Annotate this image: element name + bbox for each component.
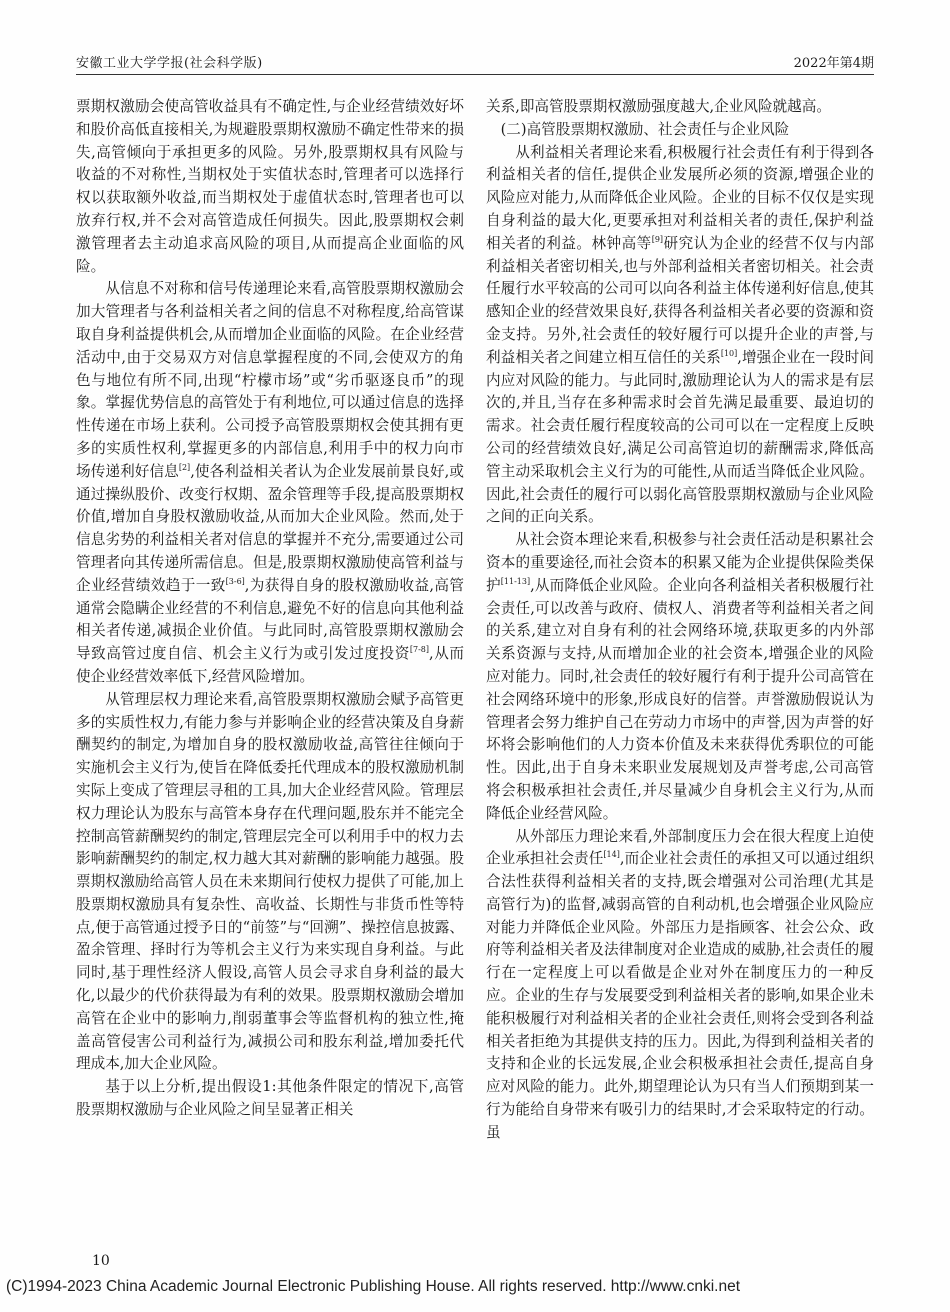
- paragraph: 从管理层权力理论来看,高管股票期权激励会赋予高管更多的实质性权力,有能力参与并影响企业的经营决策及自身薪酬契约的制定,为增加自身的股权激励收益,高管往往倾向于实施机会主义行为,使旨在降低委托代理成本的股权激励机制实际上变成了管理层寻租的工具,加大企业经营风险。管理层权力理论认为股东与高管本身存在代理问题,股东并不能完全控制高管薪酬契约的制定,管理层完全可以利用手中的权力去影响薪酬契约的制定,权力越大其对薪酬的影响能力越强。股票期权激励给高管人员在未来期间行使权力提供了可能,加上股票期权激励具有复杂性、高收益、长期性与非货币性等特点,便于高管通过授予日的“前签”与“回溯”、操控信息披露、盈余管理、择时行为等机会主义行为来实现自身利益。与此同时,基于理性经济人假设,高管人员会寻求自身利益的最大化,以最少的代价获得最为有利的效果。股票期权激励会增加高管在企业中的影响力,削弱董事会等监督机构的独立性,掩盖高管侵害公司利益行为,减损公司和股东利益,增加委托代理成本,加大企业风险。: [76, 690, 464, 1073]
- journal-title: 安徽工业大学学报(社会科学版): [76, 56, 263, 71]
- citation: [2]: [178, 462, 191, 472]
- right-column: [486, 96, 874, 1145]
- citation: [10]: [720, 348, 738, 358]
- copyright-footer: (C)1994-2023 China Academic Journal Electronic Publishing House. All rights reserved. http://www.cnki.net: [6, 1278, 741, 1295]
- page-number: 10: [92, 1253, 110, 1269]
- running-header: [76, 46, 874, 75]
- citation: [9]: [651, 234, 664, 244]
- issue-number: 2022年第4期: [793, 56, 874, 71]
- citation: [11-13]: [500, 576, 531, 586]
- paragraph: 从利益相关者理论来看,积极履行社会责任有利于得到各利益相关者的信任,提供企业发展所必须的资源,增强企业的风险应对能力,从而降低企业风险。企业的目标不仅仅是实现自身利益的最大化,更要承担对利益相关者的责任,保护利益相关者的利益。林钟高等[9]研究认为企业的经营不仅与内部利益相关者密切相关,也与外部利益相关者密切相关。社会责任履行水平较高的公司可以向各利益主体传递利好信息,使其感知企业的经营效果良好,获得各利益相关者必要的资源和资金支持。另外,社会责任的较好履行可以提升企业的声誉,与利益相关者之间建立相互信任的关系[10],增强企业在一段时间内应对风险的能力。与此同时,激励理论认为人的需求是有层次的,并且,当存在多种需求时会首先满足最重要、最迫切的需求。社会责任履行程度较高的公司可以在一定程度上反映公司的经营绩效良好,满足公司高管迫切的薪酬需求,降低高管主动采取机会主义行为的可能性,从而适当降低企业风险。因此,社会责任的履行可以弱化高管股票期权激励与企业风险之间的正向关系。: [486, 143, 874, 526]
- paragraph: 从外部压力理论来看,外部制度压力会在很大程度上迫使企业承担社会责任[14],而企业社会责任的承担又可以通过组织合法性获得利益相关者的支持,既会增强对公司治理(尤其是高管行为)的监督,减弱高管的自利动机,也会增强企业风险应对能力并降低企业风险。外部压力是指顾客、社会公众、政府等利益相关者及法律制度对企业造成的威胁,社会责任的履行在一定程度上可以看做是企业对外在制度压力的一种反应。企业的生存与发展要受到利益相关者的影响,如果企业未能积极履行对利益相关者的企业社会责任,则将会受到各利益相关者拒绝为其提供支持的压力。因此,为得到利益相关者的支持和企业的长远发展,企业会积极承担社会责任,提高自身应对风险的能力。此外,期望理论认为只有当人们预期到某一行为能给自身带来有吸引力的结果时,才会采取特定的行动。虽: [486, 827, 874, 1141]
- citation: [7-8]: [409, 645, 429, 655]
- citation: [14]: [603, 850, 620, 860]
- citation: [3-6]: [225, 576, 245, 586]
- section-heading: (二)高管股票期权激励、社会责任与企业风险: [500, 120, 790, 138]
- paragraph: 票期权激励会使高管收益具有不确定性,与企业经营绩效好坏和股价高低直接相关,为规避股票期权激励不确定性带来的损失,高管倾向于承担更多的风险。另外,股票期权具有风险与收益的不对称性,当期权处于实值状态时,管理者可以选择行权以获取额外收益,而当期权处于虚值状态时,管理者也可以放弃行权,并不会对高管造成任何损失。因此,股票期权会刺激管理者去主动追求高风险的项目,从而提高企业面临的风险。: [76, 98, 464, 275]
- paragraph: 从社会资本理论来看,积极参与社会责任活动是积累社会资本的重要途径,而社会资本的积累又能为企业提供保险类保护[11-13],从而降低企业风险。企业向各利益相关者积极履行社会责任,可以改善与政府、债权人、消费者等利益相关者之间的关系,建立对自身有利的社会网络环境,获取更多的内外部关系资源与支持,从而增加企业的社会资本,增强企业的风险应对能力。同时,社会责任的较好履行有利于提升公司高管在社会网络环境中的形象,形成良好的信誉。声誉激励假说认为管理者会努力维护自己在劳动力市场中的声誉,因为声誉的好坏将会影响他们的人力资本价值及未来获得优秀职位的可能性。因此,出于自身未来职业发展规划及声誉考虑,公司高管将会积极承担社会责任,并尽量减少自身机会主义行为,从而降低企业经营风险。: [486, 531, 874, 822]
- paragraph: 基于以上分析,提出假设1:其他条件限定的情况下,高管股票期权激励与企业风险之间呈显著正相关: [76, 1078, 464, 1119]
- paragraph: 关系,即高管股票期权激励强度越大,企业风险就越高。: [486, 98, 831, 115]
- left-column: [76, 96, 464, 1122]
- paragraph: 从信息不对称和信号传递理论来看,高管股票期权激励会加大管理者与各利益相关者之间的信息不对称程度,给高管谋取自身利益提供机会,从而增加企业面临的风险。在企业经营活动中,由于交易双方对信息掌握程度的不同,会使双方的角色与地位有所不同,出现“柠檬市场”或“劣币驱逐良币”的现象。掌握优势信息的高管处于有利地位,可以通过信息的选择性传递在市场上获利。公司授予高管股票期权会使其拥有更多的实质性权利,掌握更多的内部信息,利用手中的权力向市场传递利好信息[2],使各利益相关者认为企业发展前景良好,或通过操纵股价、改变行权期、盈余管理等手段,提高股票期权价值,增加自身股权激励收益,从而加大企业风险。然而,处于信息劣势的利益相关者对信息的掌握并不充分,需要通过公司管理者向其传递所需信息。但是,股票期权激励使高管利益与企业经营绩效趋于一致[3-6],为获得自身的股权激励收益,高管通常会隐瞒企业经营的不利信息,避免不好的信息向其他利益相关者传递,减损企业价值。与此同时,高管股票期权激励会导致高管过度自信、机会主义行为或引发过度投资[7-8],从而使企业经营效率低下,经营风险增加。: [76, 280, 464, 685]
